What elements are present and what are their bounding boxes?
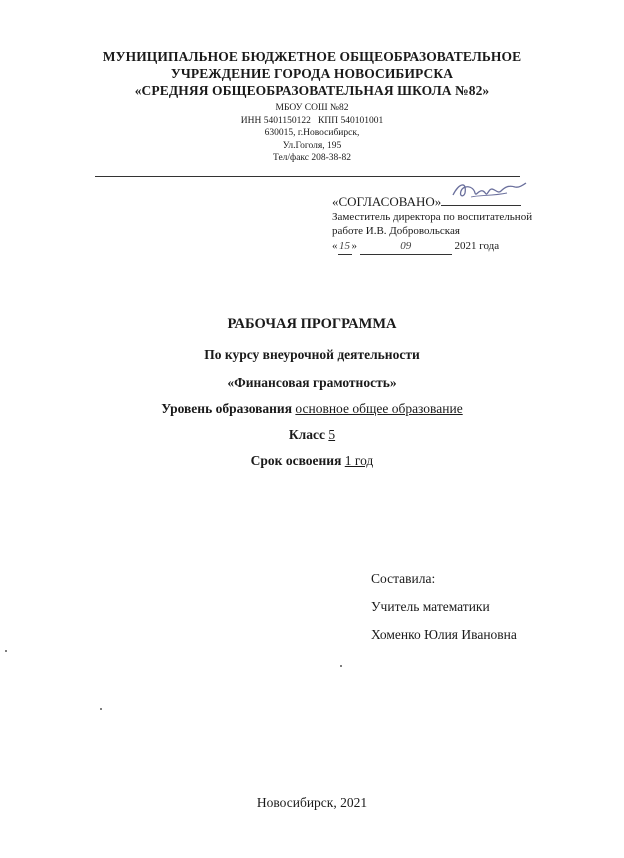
date-year: 2021 года (454, 240, 500, 252)
class-line (0, 426, 624, 444)
org-details (0, 102, 624, 165)
term-line (0, 452, 624, 470)
class-label: Класс (288, 427, 325, 442)
scan-speck (100, 708, 102, 710)
compiled-position: Учитель математики (371, 599, 490, 614)
approval-agreed-line (332, 193, 582, 210)
program-title: РАБОЧАЯ ПРОГРАММА (227, 316, 397, 332)
compiled-name: Хоменко Юлия Ивановна (371, 627, 517, 642)
org-name-line-2: УЧРЕЖДЕНИЕ ГОРОДА НОВОСИБИРСКА (170, 66, 454, 81)
org-name-line-3: «СРЕДНЯЯ ОБЩЕОБРАЗОВАТЕЛЬНАЯ ШКОЛА №82» (134, 83, 490, 98)
title-block (0, 314, 624, 470)
date-month: 09 (360, 239, 452, 255)
course-line: По курсу внеурочной деятельности (204, 347, 420, 362)
approval-block (332, 193, 582, 255)
org-inn-kpp: ИНН 5401150122 КПП 540101001 (240, 115, 384, 126)
course-name: «Финансовая грамотность» (227, 375, 397, 390)
org-short-name: МБОУ СОШ №82 (275, 103, 349, 113)
footer-city-year: Новосибирск, 2021 (256, 795, 368, 810)
education-level-label: Уровень образования (161, 401, 293, 416)
term-value: 1 год (344, 453, 374, 468)
scan-speck (5, 650, 7, 652)
header-divider (95, 176, 520, 177)
org-street: Ул.Гоголя, 195 (282, 140, 342, 151)
approval-role-line-2: работе И.В. Добровольская (332, 225, 460, 237)
compiled-by-block (371, 569, 517, 653)
org-postal: 630015, г.Новосибирск, (264, 128, 360, 138)
approval-role-line-1: Заместитель директора по воспитательной (332, 211, 533, 223)
organization-header (0, 48, 624, 165)
date-day: 15 (338, 239, 352, 255)
scan-speck (340, 665, 342, 667)
signature-line (441, 193, 521, 206)
class-value: 5 (328, 427, 336, 442)
org-name-line-1: МУНИЦИПАЛЬНОЕ БЮДЖЕТНОЕ ОБЩЕОБРАЗОВАТЕЛЬНОЕ (102, 49, 522, 64)
approval-date-line (332, 239, 582, 255)
approval-agreed-label: «СОГЛАСОВАНО» (332, 194, 442, 209)
term-label: Срок освоения (250, 453, 342, 468)
education-level-line (0, 400, 624, 418)
compiled-label: Составила: (371, 571, 436, 586)
signature-icon (449, 179, 529, 201)
education-level-value: основное общее образование (295, 401, 463, 416)
date-open-quote: « (332, 240, 338, 252)
date-close-quote: » (351, 240, 357, 252)
org-phone: Тел/факс 208-38-82 (273, 153, 351, 163)
